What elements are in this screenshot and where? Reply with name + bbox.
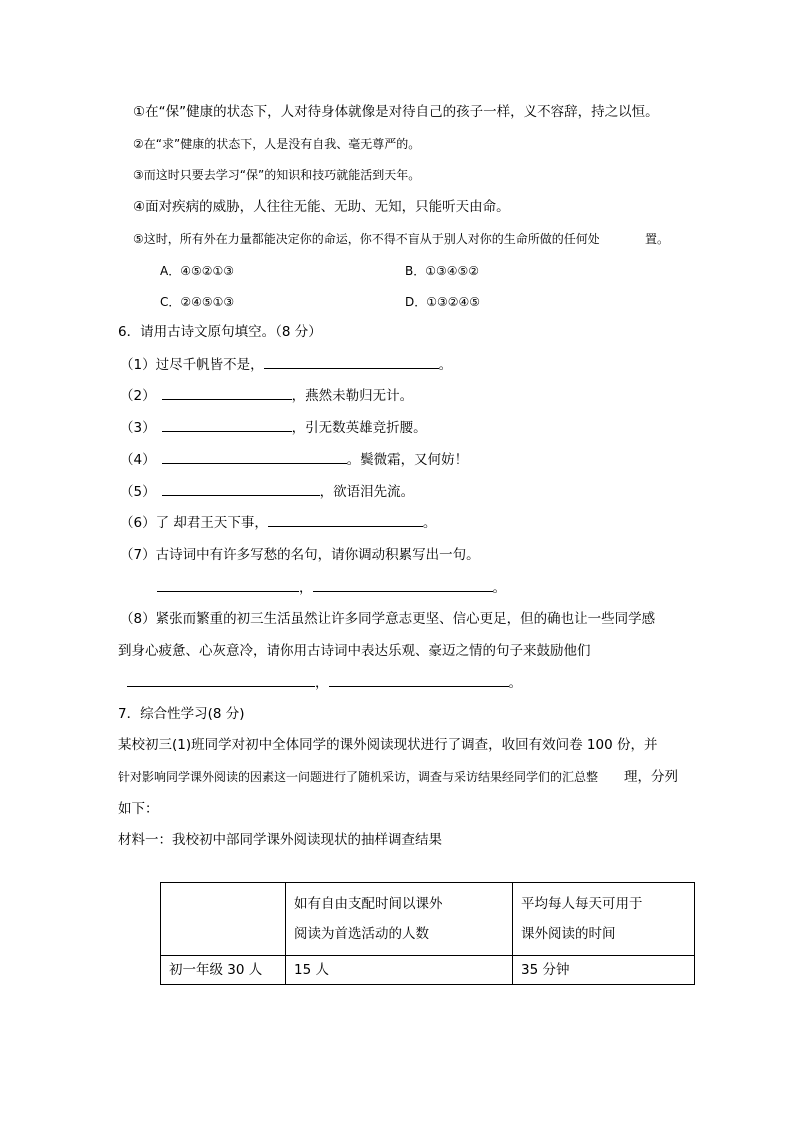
option-a: A．④⑤②①③ bbox=[160, 264, 234, 278]
separator: ， bbox=[315, 675, 329, 691]
answer-blank bbox=[162, 385, 292, 400]
item-text: ，欲语泪先流。 bbox=[319, 484, 415, 500]
item-number: （4） bbox=[120, 452, 156, 468]
item-number: （2） bbox=[120, 388, 156, 404]
item-number: （6） bbox=[120, 515, 156, 531]
q7-intro-line3: 如下： bbox=[118, 801, 159, 817]
q6-item-6 bbox=[120, 512, 436, 533]
answer-blank bbox=[162, 481, 320, 496]
q6-item-7 bbox=[120, 545, 480, 565]
item-text: 。 bbox=[422, 515, 437, 531]
table-cell: 初一年级 30 人 bbox=[161, 956, 286, 985]
answer-blank bbox=[313, 577, 493, 592]
q6-item-8-answer bbox=[127, 672, 522, 693]
header-line: 平均每人每天可用于 bbox=[521, 896, 643, 912]
header-line: 阅读为首选活动的人数 bbox=[294, 926, 429, 942]
q6-item-5 bbox=[120, 481, 414, 502]
q7-intro-line2-tail: 理，分列 bbox=[624, 769, 678, 785]
table-header-row bbox=[161, 883, 695, 956]
q6-item-1 bbox=[120, 354, 452, 375]
q6-title: 6．请用古诗文原句填空。（8 分） bbox=[118, 324, 322, 340]
item-number: （7） bbox=[120, 547, 156, 563]
material-1-caption: 材料一：我校初中部同学课外阅读现状的抽样调查结果 bbox=[118, 832, 442, 848]
table-header-cell bbox=[513, 883, 695, 956]
table-cell: 35 分钟 bbox=[513, 956, 695, 985]
option-c: C．②④⑤①③ bbox=[160, 295, 235, 309]
q6-item-7-answer bbox=[157, 577, 506, 598]
item-text: 。鬓微霜，又何妨！ bbox=[346, 452, 469, 468]
answer-blank bbox=[268, 512, 423, 527]
sentence-5: ⑤这时，所有外在力量都能决定你的命运，你不得不盲从于别人对你的生命所做的任何处 bbox=[133, 232, 600, 246]
header-line: 课外阅读的时间 bbox=[521, 926, 616, 942]
item-text: ，燕然未勒归无计。 bbox=[291, 388, 414, 404]
sentence-1: ①在“保”健康的状态下，人对待身体就像是对待自己的孩子一样，义不容辞，持之以恒。 bbox=[133, 104, 659, 120]
sentence-3: ③而这时只要去学习“保”的知识和技巧就能活到天年。 bbox=[133, 168, 421, 182]
header-line: 如有自由支配时间以课外 bbox=[294, 896, 443, 912]
item-text: 。 bbox=[438, 357, 453, 373]
q7-intro-line2: 针对影响同学课外阅读的因素这一问题进行了随机采访，调查与采访结果经同学们的汇总整 bbox=[118, 770, 599, 784]
table-header-cell bbox=[161, 883, 286, 956]
item-number: （1） bbox=[120, 357, 156, 373]
sentence-5-tail: 置。 bbox=[645, 232, 670, 246]
answer-blank bbox=[127, 672, 315, 687]
survey-table bbox=[160, 882, 695, 985]
option-b: B．①③④⑤② bbox=[405, 264, 480, 278]
item-text: 了 却君王天下事， bbox=[155, 515, 268, 531]
item-text: ，引无数英雄竞折腰。 bbox=[291, 420, 427, 436]
item-number: （5） bbox=[120, 484, 156, 500]
table-cell: 15 人 bbox=[286, 956, 513, 985]
sentence-4: ④面对疾病的威胁，人往往无能、无助、无知，只能听天由命。 bbox=[133, 199, 510, 215]
q7-title: 7．综合性学习(8 分) bbox=[118, 706, 245, 722]
separator: ， bbox=[299, 580, 313, 596]
answer-blank bbox=[162, 449, 347, 464]
q6-item-3 bbox=[120, 417, 427, 438]
answer-blank bbox=[162, 417, 292, 432]
item-text: 过尽千帆皆不是， bbox=[155, 357, 264, 373]
sentence-2: ②在“求”健康的状态下，人是没有自我、毫无尊严的。 bbox=[133, 137, 421, 151]
answer-blank bbox=[329, 672, 509, 687]
table-row bbox=[161, 956, 695, 985]
q6-item-8 bbox=[120, 609, 655, 629]
item-text: 古诗词中有许多写愁的名句，请你调动积累写出一句。 bbox=[155, 547, 480, 563]
answer-blank bbox=[157, 577, 299, 592]
item-text: 紧张而繁重的初三生活虽然让许多同学意志更坚、信心更足，但的确也让一些同学感 bbox=[155, 611, 656, 627]
q7-intro-line1: 某校初三(1)班同学对初中全体同学的课外阅读现状进行了调查，收回有效问卷 100 份，并 bbox=[118, 737, 658, 753]
item-number: （3） bbox=[120, 420, 156, 436]
item-number: （8） bbox=[120, 611, 156, 627]
table-header-cell bbox=[286, 883, 513, 956]
q6-item-8-line2: 到身心疲惫、心灰意冷，请你用古诗词中表达乐观、豪迈之情的句子来鼓励他们 bbox=[118, 643, 591, 659]
end-mark: 。 bbox=[508, 675, 522, 691]
option-d: D．①③②④⑤ bbox=[405, 295, 481, 309]
answer-blank bbox=[264, 354, 439, 369]
end-mark: 。 bbox=[492, 580, 506, 596]
q6-item-4 bbox=[120, 449, 468, 470]
q6-item-2 bbox=[120, 385, 413, 406]
